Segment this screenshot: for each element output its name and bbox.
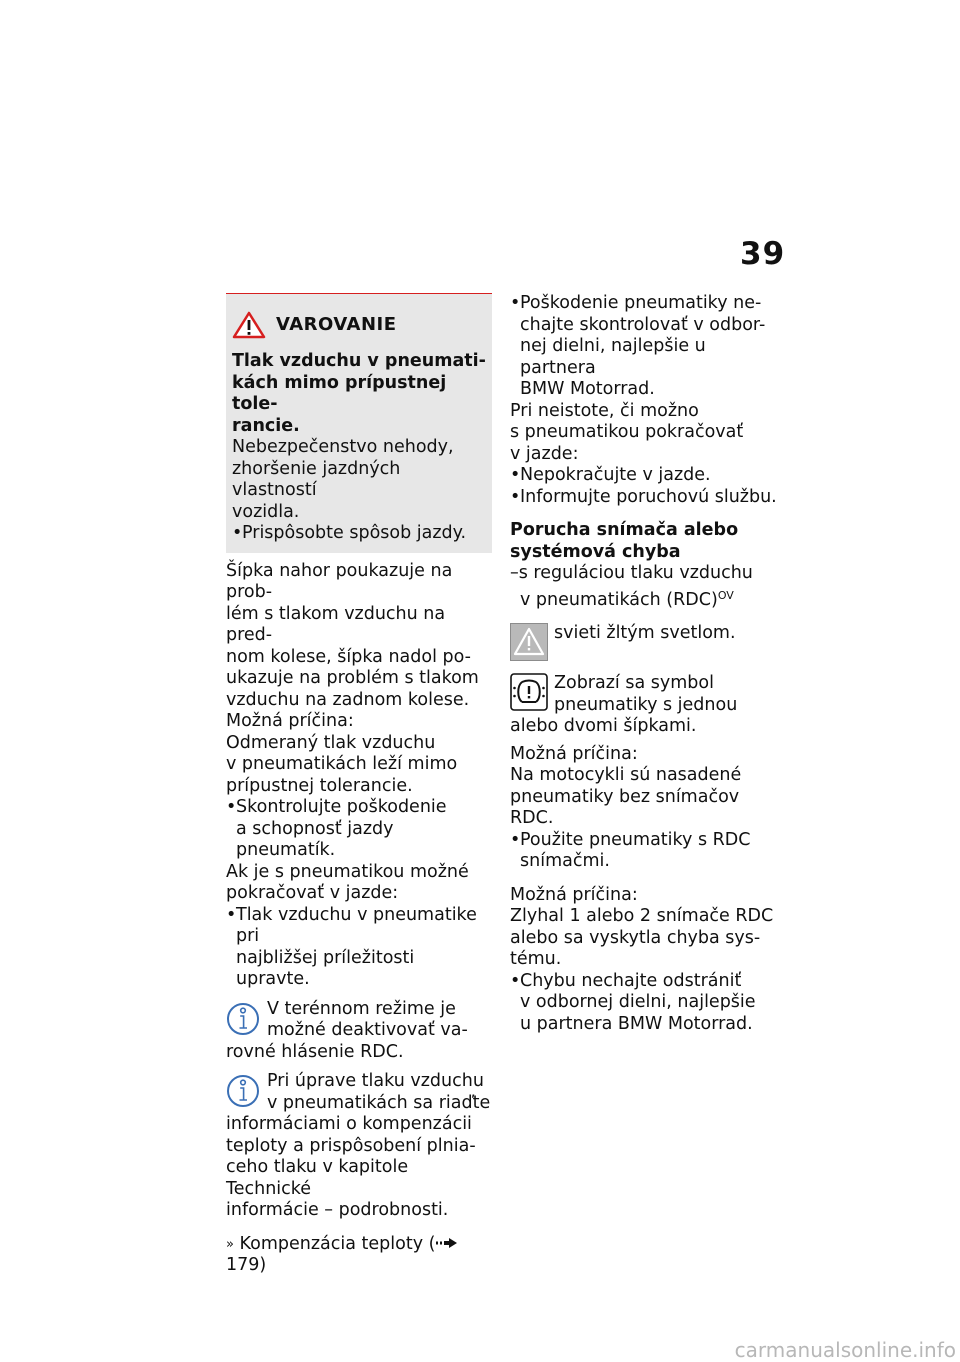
condition-line: v jazde: [510,443,579,464]
bullet-repair-fault: • Chybu nechajte odstrániť [510,971,780,993]
bullet-damage-check-cont: BMW Motorrad. [520,379,655,399]
tire-pressure-icon [510,673,548,711]
cause-line: tému. [510,949,562,969]
warning-body-line: zhoršenie jazdných vlastností [232,458,401,500]
cause-line: alebo sa vyskytla chyba sys- [510,927,761,948]
section-subtitle: –s reguláciou tlaku vzduchu [510,563,753,583]
left-column [226,293,492,1277]
bullet-damage-check-cont: nej dielni, najlepšie u partnera [520,336,706,378]
bullet-repair-fault-cont: u partnera BMW Motorrad. [520,1013,753,1034]
condition-line: pokračovať v jazde: [226,883,399,903]
page-arrow-icon [435,1237,459,1249]
info-icon [226,999,260,1039]
bullet-check-tire-cont: a schopnosť jazdy pneumatík. [236,818,394,860]
section-title: systémová chyba [510,541,681,562]
bullet-damage-check-cont: chajte skontrolovať v odbor- [520,314,766,335]
section-subtitle-cont [510,585,780,612]
info-note-temperature [226,1071,492,1114]
yellow-warning-indicator [510,623,780,661]
tire-symbol-indicator [510,673,780,716]
info-note-offroad [226,999,492,1042]
indicator-text: pneumatiky s jednou [554,694,738,715]
bullet-use-rdc-tires: • Použite pneumatiky s RDC [510,830,780,852]
warning-header [232,311,486,339]
arrow-explanation-line: nom kolese, šípka nadol po- [226,646,471,667]
info-tail: informáciami o kompenzácii [226,1114,472,1134]
cause-label: Možná príčina: [510,743,638,764]
info-tail: informácie – podrobnosti. [226,1200,449,1220]
info-line: V terénnom režime je [267,998,456,1019]
bullet-check-tire: • Skontrolujte poškodenie [226,797,492,819]
cause-line: prípustnej tolerancie. [226,775,413,796]
warning-subtitle-line: rancie. [232,415,300,436]
cause-label: Možná príčina: [510,884,638,905]
double-chevron-icon: » [226,1236,234,1252]
arrow-explanation-line: ukazuje na problém s tlakom [226,668,479,688]
condition-line: Pri neistote, či možno [510,400,699,421]
cause-line: Na motocykli sú nasadené [510,765,742,785]
info-tail: ceho tlaku v kapitole Technické [226,1157,409,1199]
info-icon [226,1071,260,1111]
indicator-tail: alebo dvomi šípkami. [510,716,697,736]
indicator-text: svieti žltým svetlom. [554,623,736,643]
condition-line: s pneumatikou pokračovať [510,422,744,442]
indicator-text: Zobrazí sa symbol [554,673,714,693]
arrow-explanation-line: Šípka nahor poukazuje na prob- [226,560,453,602]
section-subtitle-text: v pneumatikách (RDC) [520,589,718,610]
bullet-use-rdc-tires-cont: snímačmi. [520,851,610,871]
warning-box [226,293,492,553]
cause-label: Možná príčina: [226,711,354,731]
warning-subtitle-line: Tlak vzduchu v pneumati- [232,351,486,371]
cross-reference-link[interactable] [226,1234,492,1277]
arrow-explanation-line: lém s tlakom vzduchu na pred- [226,603,446,645]
right-column [510,293,780,1035]
condition-line: Ak je s pneumatikou možné [226,861,469,882]
arrow-explanation-line: vzduchu na zadnom kolese. [226,689,470,710]
general-warning-indicator-icon [510,623,548,661]
info-line: Pri úprave tlaku vzduchu [267,1071,484,1091]
warning-triangle-icon [232,311,266,339]
bullet-repair-fault-cont: v odbornej dielni, najlepšie [520,992,756,1012]
bullet-call-service: • Informujte poruchovú službu. [510,487,780,509]
cause-line: Zlyhal 1 alebo 2 snímače RDC [510,906,774,926]
info-tail: teploty a prispôsobení plnia- [226,1135,476,1156]
watermark: carmanualsonline.info [734,1338,956,1362]
page-number: 39 [740,236,786,272]
bullet-stop-riding: • Nepokračujte v jazde. [510,465,780,487]
cause-line: Odmeraný tlak vzduchu [226,732,436,753]
bullet-damage-check: • Poškodenie pneumatiky ne- [510,293,780,315]
xref-page: 179) [226,1255,267,1275]
bullet-adjust-pressure: • Tlak vzduchu v pneumatike pri [226,905,492,948]
info-line: v pneumatikách sa riaďte [267,1092,491,1113]
info-line: možné deaktivovať va- [267,1020,468,1040]
xref-text: Kompenzácia teploty ( [239,1233,436,1254]
warning-bullet: • Prispôsobte spôsob jazdy. [232,523,486,545]
option-superscript: OV [717,588,734,602]
warning-title: VAROVANIE [276,314,397,336]
warning-subtitle-line: kách mimo prípustnej tole- [232,372,447,414]
info-tail: rovné hlásenie RDC. [226,1041,404,1062]
cause-line: pneumatiky bez snímačov RDC. [510,786,740,828]
cause-line: v pneumatikách leží mimo [226,754,458,774]
warning-body-line: vozidla. [232,501,300,522]
section-title: Porucha snímača alebo [510,520,739,540]
bullet-adjust-pressure-cont: najbližšej príležitosti upravte. [236,947,415,989]
warning-body-line: Nebezpečenstvo nehody, [232,437,454,457]
